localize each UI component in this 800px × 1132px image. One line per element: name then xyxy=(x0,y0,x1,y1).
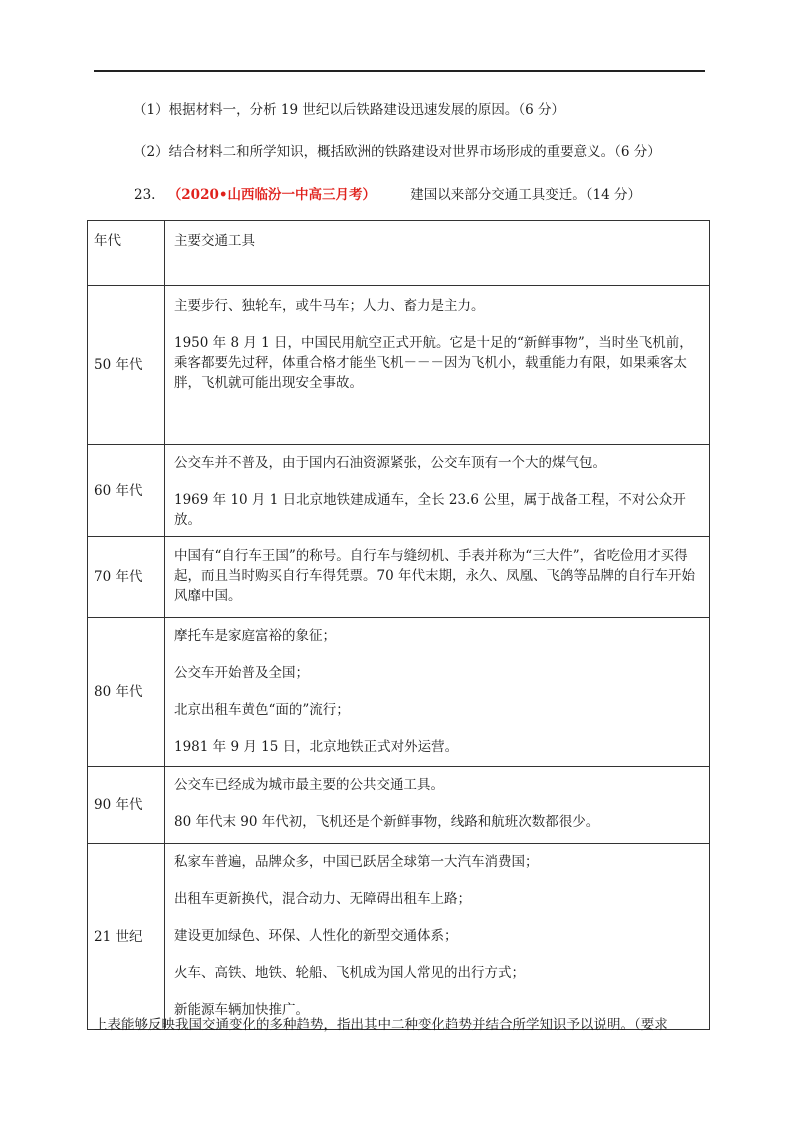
question-text: 建国以来部分交通工具变迁。（14 分） xyxy=(410,187,642,203)
era-cell: 50 年代 xyxy=(88,286,165,445)
tools-item: 1969 年 10 月 1 日北京地铁建成通车，全长 23.6 公里，属于战备工程，不对公众开放。 xyxy=(174,492,686,528)
question-number: 23. xyxy=(134,187,156,203)
tools-item: 建设更加绿色、环保、人性化的新型交通体系； xyxy=(174,928,458,944)
table-row xyxy=(88,767,710,844)
tools-item: 公交车开始普及全国； xyxy=(174,665,309,681)
era-cell: 60 年代 xyxy=(88,445,165,537)
tools-cell xyxy=(165,618,710,767)
table-row xyxy=(88,844,710,1030)
tools-cell xyxy=(165,844,710,1030)
header-tools: 主要交通工具 xyxy=(165,221,710,286)
table-row xyxy=(88,537,710,618)
tools-item: 出租车更新换代，混合动力、无障碍出租车上路； xyxy=(174,891,471,907)
question-23 xyxy=(134,183,641,203)
tools-item: 主要步行、独轮车，或牛马车；人力、畜力是主力。 xyxy=(174,298,485,314)
tools-item: 1950 年 8 月 1 日，中国民用航空正式开航。它是十足的“新鲜事物”，当时坐飞机前，乘客都要先过秤，体重合格才能坐飞机－－－因为飞机小，载重能力有限，如果乘客太胖，飞机就可能出现安全事故。 xyxy=(174,335,693,391)
tools-cell xyxy=(165,445,710,537)
tools-item: 私家车普遍，品牌众多，中国已跃居全球第一大汽车消费国； xyxy=(174,854,539,870)
tools-item: 新能源车辆加快推广。 xyxy=(174,1002,309,1018)
header-era: 年代 xyxy=(88,221,165,286)
tools-item: 80 年代末 90 年代初，飞机还是个新鲜事物，线路和航班次数都很少。 xyxy=(174,814,600,830)
transport-table xyxy=(87,220,710,1030)
question-2: （2）结合材料二和所学知识，概括欧洲的铁路建设对世界市场形成的重要意义。（6 分） xyxy=(133,144,661,160)
tools-item: 1981 年 9 月 15 日，北京地铁正式对外运营。 xyxy=(174,739,459,755)
tools-item: 摩托车是家庭富裕的象征； xyxy=(174,628,336,644)
era-cell: 70 年代 xyxy=(88,537,165,618)
tools-item: 北京出租车黄色“面的”流行； xyxy=(174,702,350,718)
footer-question-text: 上表能够反映我国交通变化的多种趋势，指出其中二种变化趋势并结合所学知识予以说明。（要求 xyxy=(94,1017,668,1033)
tools-item: 中国有“自行车王国”的称号。自行车与缝纫机、手表并称为“三大件”，省吃俭用才买得起，而且当时购买自行车得凭票。70 年代末期，永久、凤凰、飞鸽等品牌的自行车开始风靡中国。 xyxy=(174,548,695,604)
tools-item: 公交车并不普及，由于国内石油资源紧张，公交车顶有一个大的煤气包。 xyxy=(174,455,606,471)
table-header-row xyxy=(88,221,710,286)
table-row xyxy=(88,445,710,537)
era-cell: 80 年代 xyxy=(88,618,165,767)
tools-item: 火车、高铁、地铁、轮船、飞机成为国人常见的出行方式； xyxy=(174,965,525,981)
question-1: （1）根据材料一，分析 19 世纪以后铁路建设迅速发展的原因。（6 分） xyxy=(133,102,565,118)
tools-cell xyxy=(165,286,710,445)
table-row xyxy=(88,618,710,767)
tools-cell xyxy=(165,537,710,618)
era-cell: 90 年代 xyxy=(88,767,165,844)
question-source: （2020•山西临汾一中高三月考） xyxy=(167,187,376,203)
header-rule xyxy=(94,70,705,72)
tools-item: 公交车已经成为城市最主要的公共交通工具。 xyxy=(174,777,444,793)
era-cell: 21 世纪 xyxy=(88,844,165,1030)
table-row xyxy=(88,286,710,445)
tools-cell xyxy=(165,767,710,844)
